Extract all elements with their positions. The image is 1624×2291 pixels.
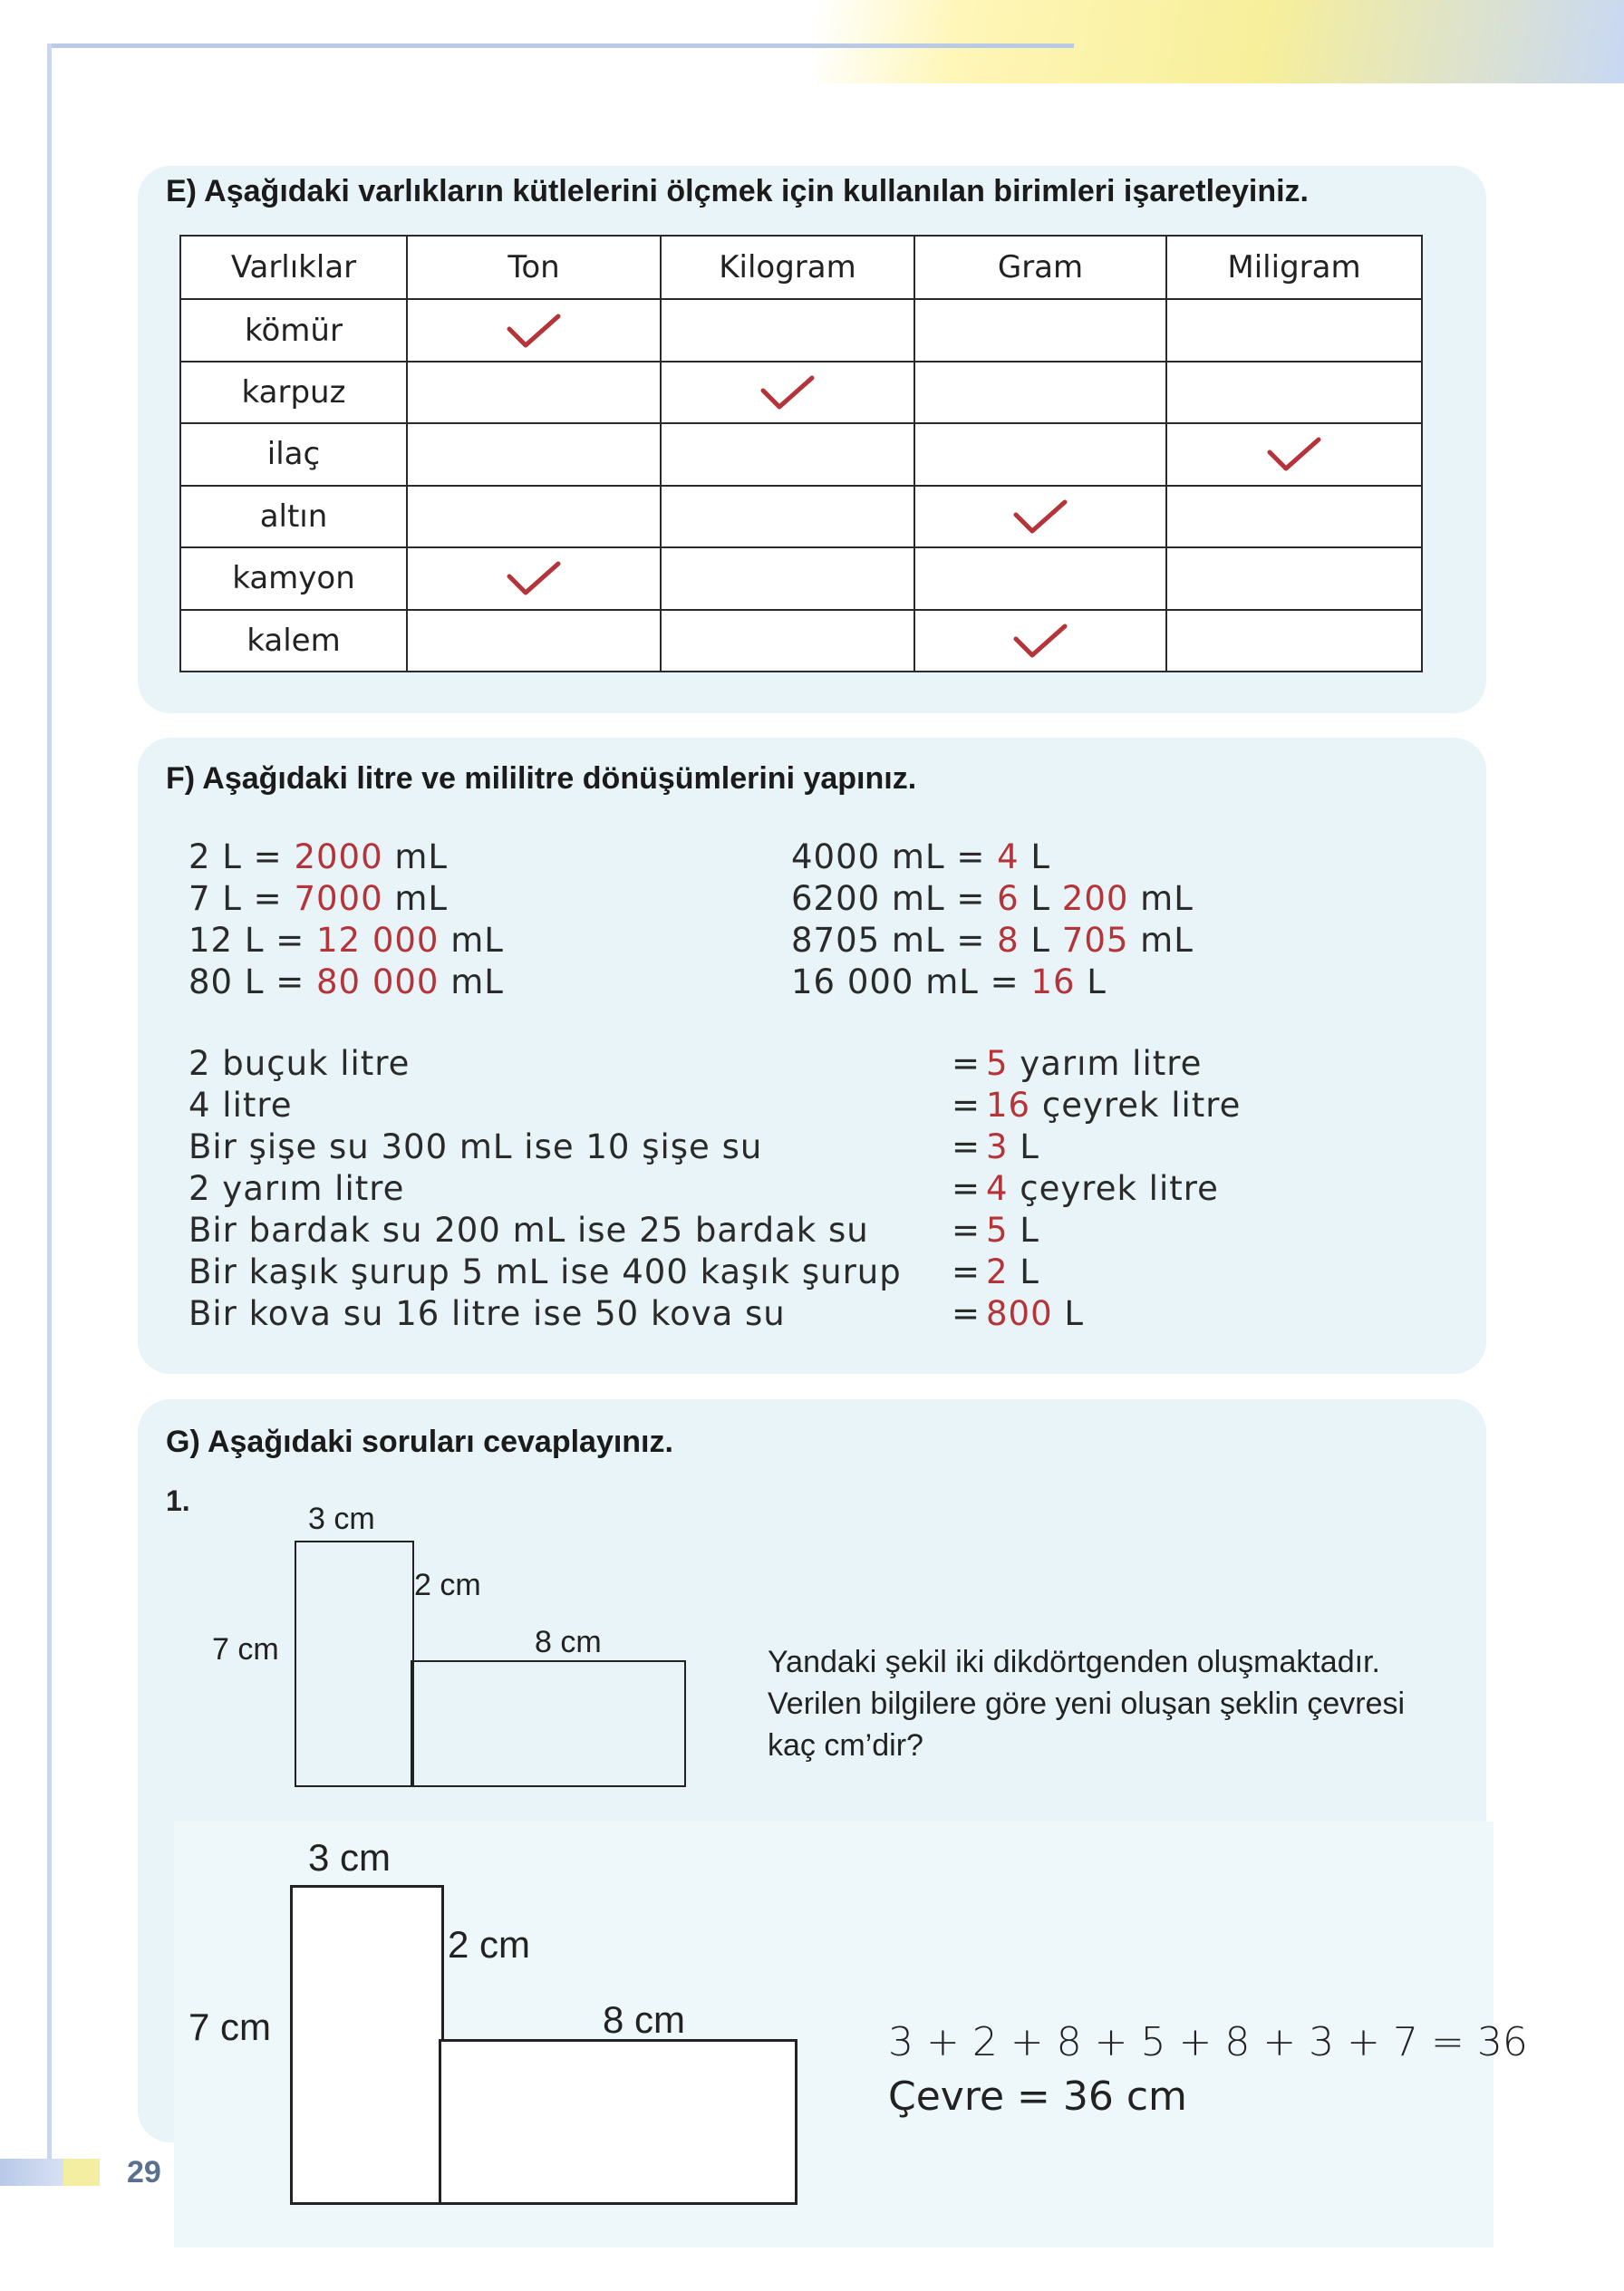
question-line: kaç cm’dir?	[768, 1728, 923, 1763]
conversion-question: Bir bardak su 200 mL ise 25 bardak su	[188, 1211, 869, 1250]
item-name: karpuz	[180, 362, 407, 423]
unit-cell-miligram	[1166, 547, 1422, 609]
page-number-bar-accent	[63, 2159, 100, 2186]
item-name: ilaç	[180, 423, 407, 485]
conversion-line	[188, 962, 504, 1001]
equals-sign: =	[952, 1127, 981, 1166]
unit-cell-ton	[407, 423, 661, 485]
answer-value: 16	[986, 1086, 1031, 1125]
unit-cell-ton	[407, 299, 661, 361]
answer-tall-rectangle	[290, 1885, 444, 2205]
answer-unit: L	[1075, 962, 1107, 1001]
answer-unit: L	[1019, 879, 1062, 918]
label-right: 8 cm	[535, 1625, 602, 1659]
item-name: kalem	[180, 610, 407, 672]
unit-cell-kilogram	[661, 486, 914, 547]
left-rule	[47, 44, 52, 2164]
units-table-row	[180, 610, 1422, 672]
equals-sign: =	[952, 1211, 981, 1250]
answer-value: 4	[986, 1169, 1009, 1208]
conversion-line	[791, 879, 1194, 918]
section-e-title: E) Aşağıdaki varlıkların kütlelerini ölçmek için kullanılan birimleri işaretleyiniz.	[166, 174, 1310, 208]
answer-unit: L	[1019, 837, 1051, 876]
units-table-row	[180, 299, 1422, 361]
answer-value: 2000	[294, 837, 383, 876]
answer-value: 16	[1030, 962, 1076, 1001]
unit-cell-miligram	[1166, 610, 1422, 672]
answer-group	[986, 1169, 1219, 1208]
solution-equation: 3 + 2 + 8 + 5 + 8 + 3 + 7 = 36	[888, 2019, 1528, 2065]
tall-rectangle	[295, 1541, 414, 1787]
conversion-question: 16 000 mL =	[791, 962, 1031, 1001]
header-ton: Ton	[407, 236, 661, 299]
conversion-line	[188, 1169, 1219, 1208]
checkmark-icon	[1012, 621, 1068, 657]
header-kilogram: Kilogram	[661, 236, 914, 299]
answer-value: 8	[997, 921, 1020, 960]
solution-result: Çevre = 36 cm	[888, 2074, 1187, 2120]
label-mid: 2 cm	[414, 1568, 481, 1602]
answer-value: 7000	[294, 879, 383, 918]
item-name: kamyon	[180, 547, 407, 609]
answer-group	[986, 1294, 1084, 1333]
units-table-row	[180, 423, 1422, 485]
answer-label-left: 7 cm	[188, 2006, 272, 2048]
answer-group	[986, 1086, 1241, 1125]
conversion-line	[188, 1127, 1039, 1166]
unit-cell-gram	[914, 362, 1166, 423]
unit-cell-miligram	[1166, 486, 1422, 547]
conversion-question: 4 litre	[188, 1086, 293, 1125]
unit-cell-ton	[407, 610, 661, 672]
unit-cell-gram	[914, 610, 1166, 672]
answer-unit: mL	[439, 921, 504, 960]
conversion-line	[791, 837, 1050, 876]
answer-value: 12 000	[315, 921, 440, 960]
checkmark-icon	[1012, 497, 1068, 533]
unit-cell-kilogram	[661, 610, 914, 672]
answer-group	[986, 1252, 1039, 1291]
conversion-question: 6200 mL =	[791, 879, 998, 918]
unit-cell-ton	[407, 486, 661, 547]
unit-cell-kilogram	[661, 299, 914, 361]
conversion-question: 12 L =	[188, 921, 316, 960]
conversion-question: 8705 mL =	[791, 921, 998, 960]
answer-unit-2: mL	[1128, 921, 1194, 960]
answer-value: 2	[986, 1252, 1009, 1291]
answer-value-2: 705	[1061, 921, 1129, 960]
question-number: 1.	[166, 1484, 190, 1517]
answer-value: 80 000	[315, 962, 440, 1001]
answer-unit: L	[1008, 1211, 1039, 1250]
conversion-line	[188, 879, 448, 918]
conversion-question: 4000 mL =	[791, 837, 998, 876]
unit-cell-miligram	[1166, 362, 1422, 423]
equals-sign: =	[952, 1294, 981, 1333]
equals-sign: =	[952, 1169, 981, 1208]
conversion-question: 2 yarım litre	[188, 1169, 405, 1208]
answer-label-right: 8 cm	[603, 1998, 686, 2041]
answer-wide-rectangle	[439, 2039, 798, 2205]
question-line: Verilen bilgilere göre yeni oluşan şeklin çevresi	[768, 1687, 1406, 1721]
units-table	[179, 235, 1423, 672]
answer-unit: çeyrek litre	[1008, 1169, 1219, 1208]
conversion-question: 2 L =	[188, 837, 295, 876]
equals-sign: =	[952, 1252, 981, 1291]
answer-unit: mL	[382, 879, 449, 918]
label-top: 3 cm	[308, 1502, 375, 1536]
units-table-row	[180, 486, 1422, 547]
unit-cell-ton	[407, 362, 661, 423]
item-name: kömür	[180, 299, 407, 361]
answer-value: 4	[997, 837, 1020, 876]
checkmark-icon	[759, 373, 816, 410]
top-rule	[50, 44, 1074, 48]
answer-unit: L	[1052, 1294, 1084, 1333]
unit-cell-kilogram	[661, 362, 914, 423]
answer-label-top: 3 cm	[308, 1836, 392, 1879]
conversion-line	[188, 1252, 1039, 1291]
answer-unit: mL	[439, 962, 504, 1001]
conversion-line	[188, 1044, 1203, 1083]
conversion-line	[188, 921, 504, 960]
header-miligram: Miligram	[1166, 236, 1422, 299]
conversion-line	[791, 921, 1194, 960]
answer-unit: L	[1008, 1127, 1039, 1166]
checkmark-icon	[506, 311, 562, 347]
answer-unit: L	[1008, 1252, 1039, 1291]
conversion-question: Bir şişe su 300 mL ise 10 şişe su	[188, 1127, 763, 1166]
conversion-question: Bir kova su 16 litre ise 50 kova su	[188, 1294, 786, 1333]
conversion-question: 80 L =	[188, 962, 316, 1001]
conversion-line	[188, 1294, 1084, 1333]
question-line: Yandaki şekil iki dikdörtgenden oluşmaktadır.	[768, 1645, 1380, 1679]
unit-cell-gram	[914, 547, 1166, 609]
unit-cell-kilogram	[661, 423, 914, 485]
equals-sign: =	[952, 1086, 981, 1125]
section-g-title: G) Aşağıdaki soruları cevaplayınız.	[166, 1425, 673, 1459]
unit-cell-gram	[914, 423, 1166, 485]
answer-value: 5	[986, 1211, 1009, 1250]
answer-group	[986, 1127, 1039, 1166]
checkmark-icon	[1266, 435, 1322, 471]
unit-cell-kilogram	[661, 547, 914, 609]
unit-cell-ton	[407, 547, 661, 609]
units-table-header	[180, 236, 1422, 299]
answer-value: 6	[997, 879, 1020, 918]
conversion-question: Bir kaşık şurup 5 mL ise 400 kaşık şurup	[188, 1252, 902, 1291]
conversion-line	[791, 962, 1107, 1001]
answer-unit-2: mL	[1128, 879, 1194, 918]
conversion-line	[188, 1086, 1242, 1125]
conversion-question: 7 L =	[188, 879, 295, 918]
header-varliklar: Varlıklar	[180, 236, 407, 299]
equals-sign: =	[952, 1044, 981, 1083]
conversion-line	[188, 837, 448, 876]
label-left: 7 cm	[212, 1632, 279, 1667]
page-number: 29	[127, 2155, 161, 2190]
answer-value-2: 200	[1061, 879, 1129, 918]
item-name: altın	[180, 486, 407, 547]
answer-value: 800	[986, 1294, 1053, 1333]
answer-unit: L	[1019, 921, 1062, 960]
answer-unit: mL	[382, 837, 449, 876]
answer-value: 5	[986, 1044, 1009, 1083]
answer-group	[986, 1211, 1039, 1250]
units-table-row	[180, 547, 1422, 609]
conversion-question: 2 buçuk litre	[188, 1044, 411, 1083]
wide-rectangle	[411, 1660, 686, 1787]
unit-cell-miligram	[1166, 423, 1422, 485]
checkmark-icon	[506, 559, 562, 595]
answer-value: 3	[986, 1127, 1009, 1166]
header-gram: Gram	[914, 236, 1166, 299]
conversion-line	[188, 1211, 1039, 1250]
answer-label-mid: 2 cm	[448, 1923, 531, 1966]
unit-cell-miligram	[1166, 299, 1422, 361]
unit-cell-gram	[914, 299, 1166, 361]
answer-unit: çeyrek litre	[1030, 1086, 1242, 1125]
answer-unit: yarım litre	[1008, 1044, 1203, 1083]
top-decorative-band	[816, 0, 1624, 83]
section-f-title: F) Aşağıdaki litre ve mililitre dönüşümlerini yapınız.	[166, 761, 917, 796]
units-table-row	[180, 362, 1422, 423]
unit-cell-gram	[914, 486, 1166, 547]
answer-group	[986, 1044, 1202, 1083]
